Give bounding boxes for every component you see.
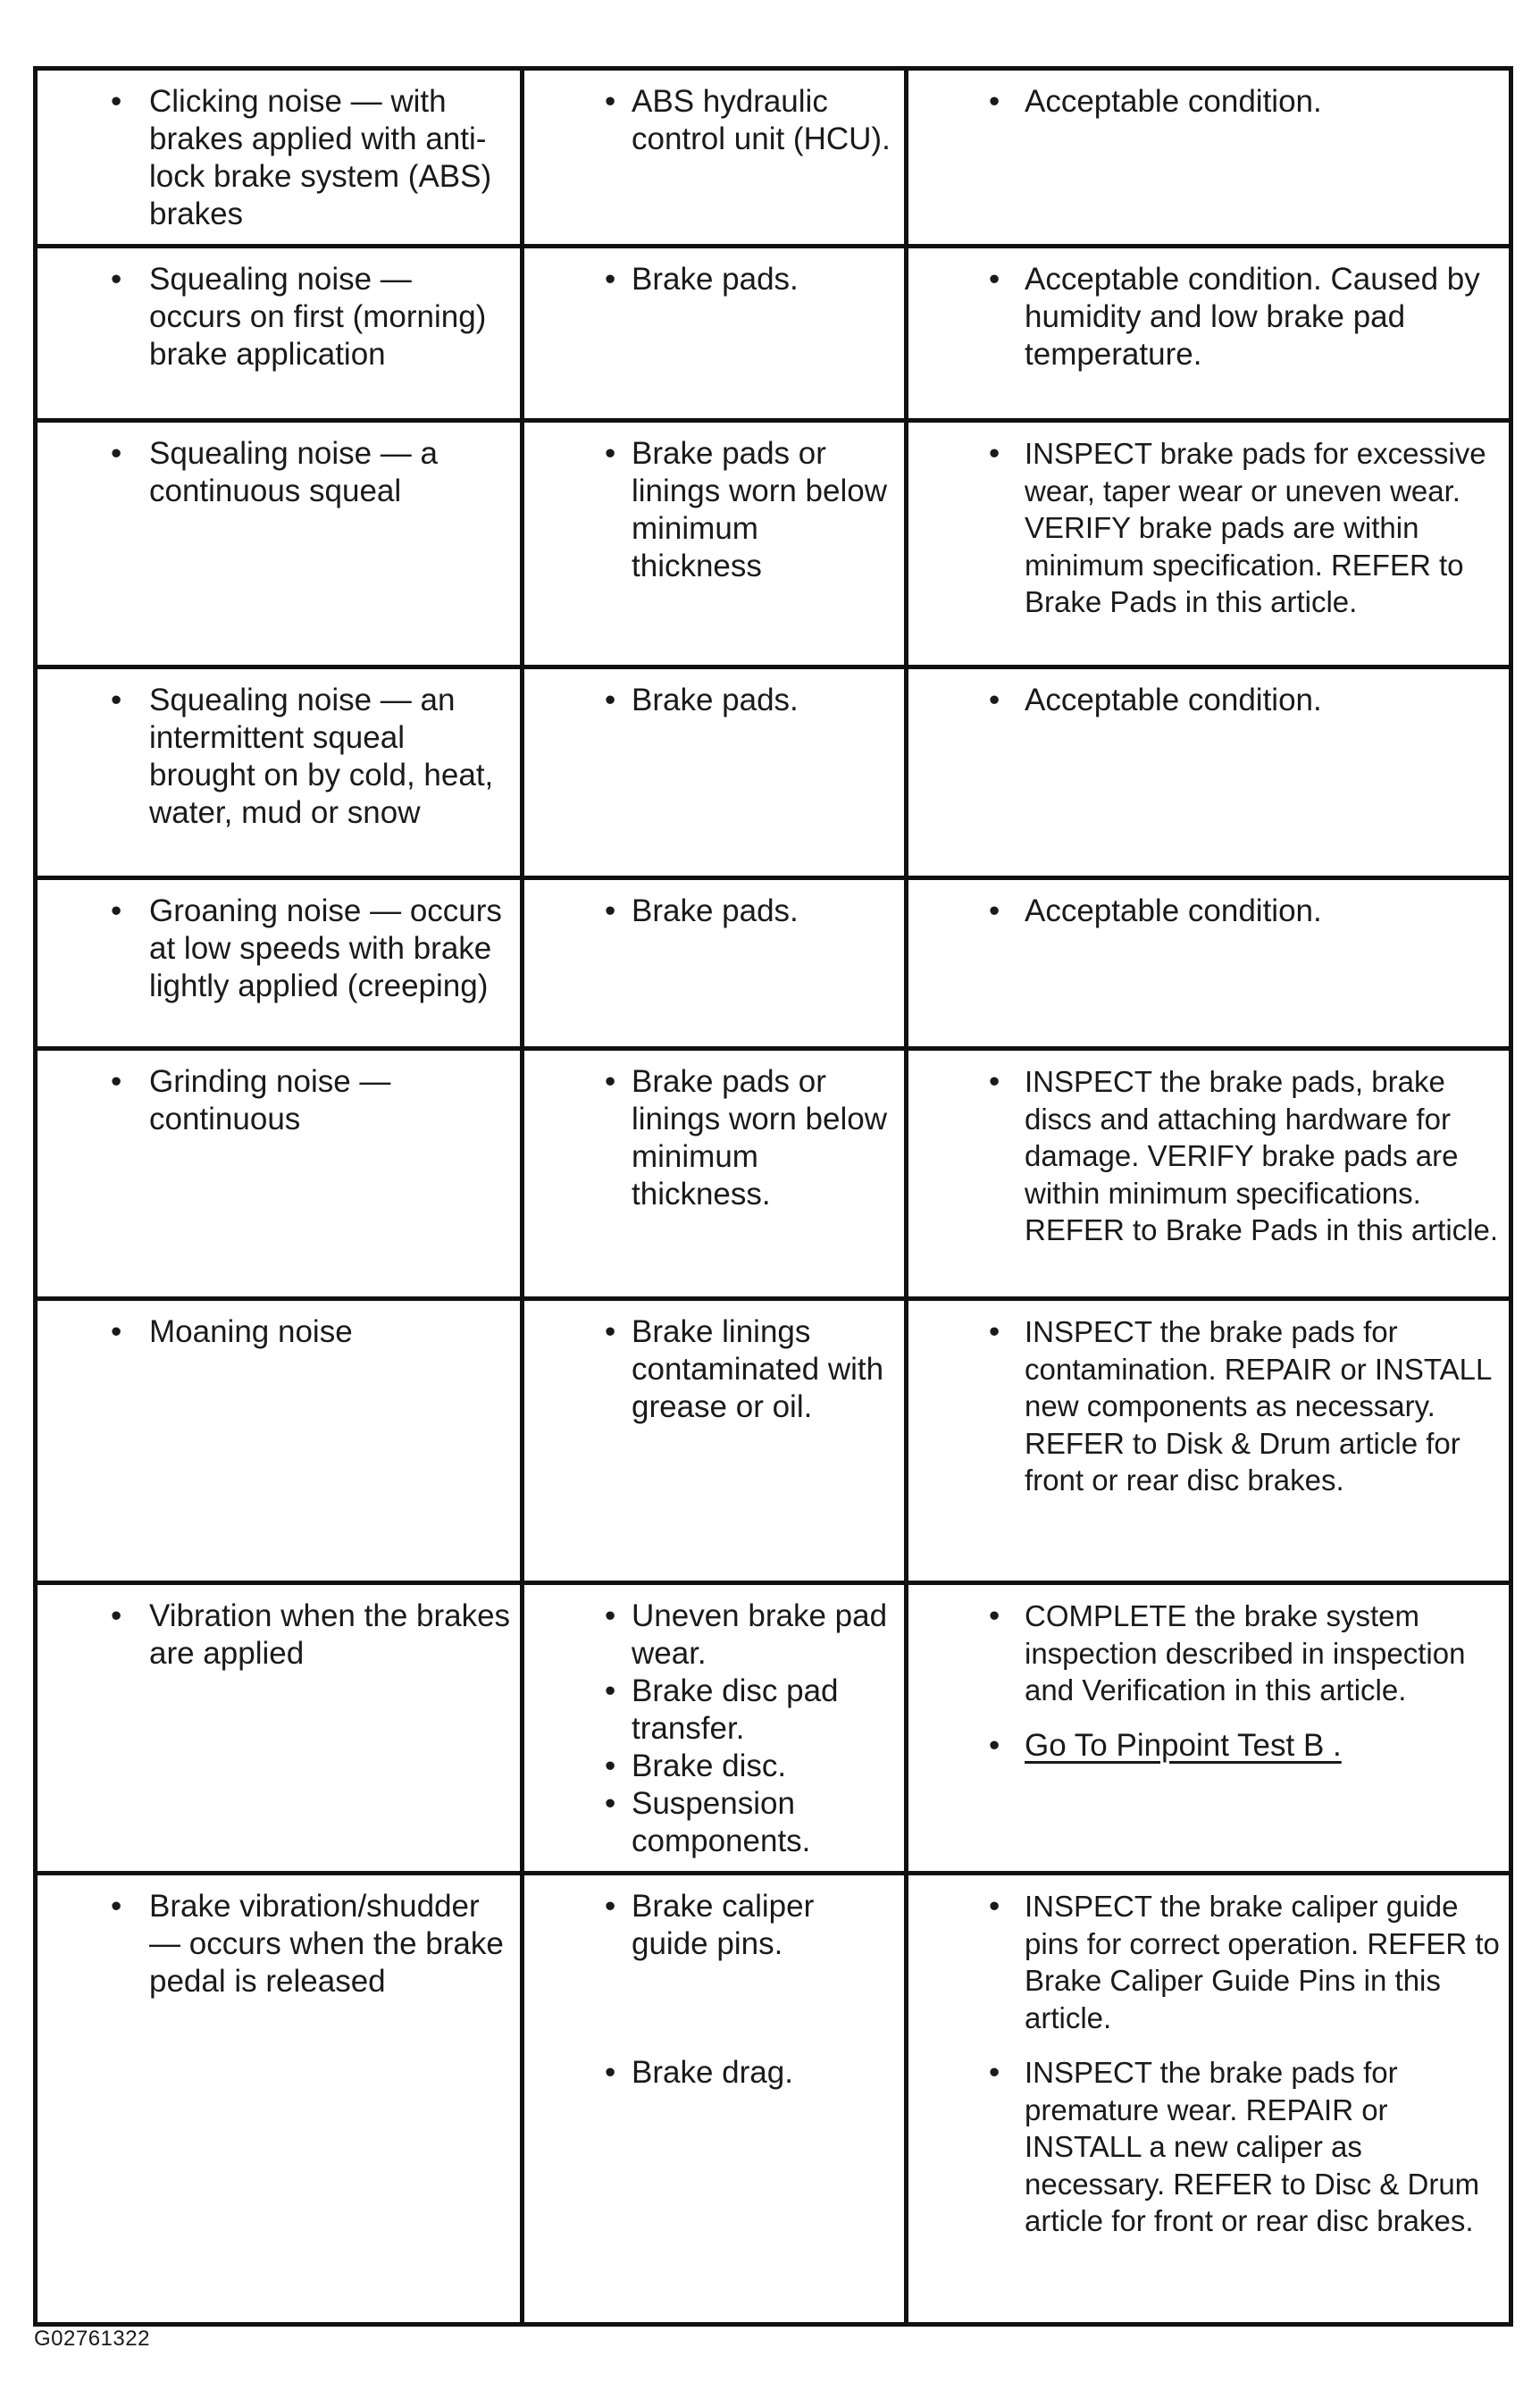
list-item: [533, 261, 895, 298]
cause-text: Brake disc.: [632, 1749, 787, 1783]
list-item: [46, 1063, 511, 1138]
table-row: [36, 1049, 1511, 1299]
condition-cell: [36, 1299, 523, 1583]
bullet: •: [989, 84, 1000, 119]
list-item: [533, 435, 895, 585]
condition-cell: [36, 1874, 523, 2325]
action-text: Acceptable condition.: [1025, 893, 1322, 928]
action-text: Acceptable condition.: [1025, 683, 1322, 717]
action-cell: [907, 1874, 1511, 2325]
bullet: •: [111, 84, 122, 119]
cause-text: Brake pads or linings worn below minimum thickness: [632, 436, 887, 583]
action-cell: [907, 1583, 1511, 1874]
condition-text: Squealing noise — a continuous squeal: [149, 436, 438, 508]
action-text: INSPECT the brake pads, brake discs and attaching hardware for damage. VERIFY brake pads are within minimum specifications. REFER to Brake Pads in this article.: [1025, 1065, 1499, 1246]
bullet: •: [605, 436, 616, 471]
action-text: COMPLETE the brake system inspection described in inspection and Verification in this article.: [1025, 1599, 1466, 1707]
action-cell: [907, 878, 1511, 1049]
condition-cell: [36, 878, 523, 1049]
action-cell: [907, 1049, 1511, 1299]
action-text: INSPECT the brake pads for contamination. REPAIR or INSTALL new components as necessary. REFER to Disk & Drum article for front or rear disc brakes.: [1025, 1315, 1492, 1497]
bullet: •: [989, 2055, 1000, 2090]
list-item: [46, 682, 511, 832]
table-row: [36, 1874, 1511, 2325]
list-item: [917, 893, 1500, 930]
condition-text: Squealing noise — an intermittent squeal brought on by cold, heat, water, mud or snow: [149, 683, 494, 830]
figure-id: G02761322: [34, 2327, 150, 2351]
condition-cell: [36, 1049, 523, 1299]
list-item: [917, 1727, 1500, 1765]
bullet: •: [605, 1064, 616, 1099]
table-row: [36, 878, 1511, 1049]
list-item: [46, 435, 511, 510]
cause-text: Brake pads or linings worn below minimum thickness.: [632, 1064, 887, 1212]
bullet: •: [605, 1889, 616, 1924]
bullet: •: [605, 262, 616, 297]
bullet: •: [989, 893, 1000, 928]
list-item: [533, 83, 895, 158]
bullet: •: [605, 1786, 616, 1821]
bullet: •: [605, 893, 616, 928]
list-item: [533, 1598, 895, 1673]
table-row: [36, 247, 1511, 421]
list-item: [533, 1888, 895, 1963]
bullet: •: [111, 436, 122, 471]
cause-text: Brake drag.: [632, 2055, 793, 2090]
list-item: [46, 261, 511, 373]
list-item: [533, 2054, 895, 2092]
bullet: •: [111, 893, 122, 928]
bullet: •: [111, 1598, 122, 1633]
condition-text: Moaning noise: [149, 1314, 353, 1349]
table-row: [36, 667, 1511, 878]
cause-cell: [523, 1299, 907, 1583]
action-text: INSPECT the brake caliper guide pins for correct operation. REFER to Brake Caliper Guide Pins in this article.: [1025, 1890, 1500, 2034]
list-item: [917, 2054, 1500, 2240]
bullet: •: [111, 1314, 122, 1349]
bullet: •: [605, 2055, 616, 2090]
list-item: [917, 261, 1500, 373]
bullet: •: [605, 683, 616, 717]
condition-text: Squealing noise — occurs on first (morning) brake application: [149, 262, 487, 372]
cause-text: Uneven brake pad wear.: [632, 1598, 888, 1671]
pinpoint-test-b-link[interactable]: Go To Pinpoint Test B .: [1025, 1727, 1342, 1763]
list-item: [917, 1063, 1500, 1249]
condition-text: Vibration when the brakes are applied: [149, 1598, 511, 1671]
table-row: [36, 69, 1511, 247]
bullet: •: [111, 262, 122, 297]
list-item: [917, 682, 1500, 719]
list-item: [917, 83, 1500, 121]
table-row: [36, 421, 1511, 667]
list-item: [917, 1313, 1500, 1499]
cause-text: Brake pads.: [632, 262, 799, 297]
list-item: [917, 1598, 1500, 1709]
condition-cell: [36, 69, 523, 247]
cause-cell: [523, 247, 907, 421]
action-cell: [907, 421, 1511, 667]
bullet: •: [989, 1598, 1000, 1633]
list-item: [533, 682, 895, 719]
bullet: •: [989, 1727, 1000, 1763]
list-item: [46, 1313, 511, 1351]
list-item: [533, 1063, 895, 1213]
cause-text: Suspension components.: [632, 1786, 811, 1858]
bullet: •: [989, 436, 1000, 471]
bullet: •: [605, 84, 616, 119]
cause-text: Brake caliper guide pins.: [632, 1889, 815, 1961]
condition-cell: [36, 421, 523, 667]
action-text: INSPECT brake pads for excessive wear, taper wear or uneven wear. VERIFY brake pads are within minimum specification. REFER to Brake Pads in this article.: [1025, 437, 1486, 618]
action-text: Acceptable condition. Caused by humidity and low brake pad temperature.: [1025, 262, 1480, 372]
list-item: [533, 1785, 895, 1860]
list-item: [46, 1598, 511, 1673]
cause-text: ABS hydraulic control unit (HCU).: [632, 84, 891, 156]
list-item: [917, 435, 1500, 621]
list-item: [533, 1673, 895, 1748]
diagnosis-table: [33, 66, 1513, 2327]
cause-text: Brake linings contaminated with grease or oil.: [632, 1314, 884, 1424]
list-item: [533, 1313, 895, 1426]
condition-cell: [36, 1583, 523, 1874]
bullet: •: [605, 1314, 616, 1349]
list-item: [533, 893, 895, 930]
list-item: [46, 893, 511, 1005]
condition-cell: [36, 247, 523, 421]
bullet: •: [111, 683, 122, 717]
cause-cell: [523, 1049, 907, 1299]
action-cell: [907, 667, 1511, 878]
bullet: •: [605, 1749, 616, 1783]
list-item: [533, 1748, 895, 1785]
cause-cell: [523, 69, 907, 247]
table-row: [36, 1299, 1511, 1583]
cause-text: Brake pads.: [632, 893, 799, 928]
bullet: •: [605, 1673, 616, 1708]
bullet: •: [605, 1598, 616, 1633]
bullet: •: [111, 1889, 122, 1924]
bullet: •: [111, 1064, 122, 1099]
table-row: [36, 1583, 1511, 1874]
cause-cell: [523, 878, 907, 1049]
condition-text: Grinding noise — continuous: [149, 1064, 391, 1136]
cause-cell: [523, 667, 907, 878]
cause-cell: [523, 421, 907, 667]
cause-text: Brake pads.: [632, 683, 799, 717]
list-item: [46, 1888, 511, 2000]
action-cell: [907, 1299, 1511, 1583]
action-text: INSPECT the brake pads for premature wear. REPAIR or INSTALL a new caliper as necessary. REFER to Disc & Drum article for front or rear disc brakes.: [1025, 2056, 1480, 2237]
action-text: Acceptable condition.: [1025, 84, 1322, 119]
list-item: [46, 83, 511, 233]
bullet: •: [989, 262, 1000, 297]
bullet: •: [989, 1314, 1000, 1349]
condition-text: Clicking noise — with brakes applied with anti-lock brake system (ABS) brakes: [149, 84, 492, 231]
cause-cell: [523, 1874, 907, 2325]
action-cell: [907, 247, 1511, 421]
action-cell: [907, 69, 1511, 247]
bullet: •: [989, 1064, 1000, 1099]
cause-cell: [523, 1583, 907, 1874]
condition-text: Brake vibration/shudder — occurs when the brake pedal is released: [149, 1889, 504, 1999]
condition-text: Groaning noise — occurs at low speeds with brake lightly applied (creeping): [149, 893, 502, 1003]
cause-text: Brake disc pad transfer.: [632, 1673, 839, 1746]
bullet: •: [989, 1889, 1000, 1924]
bullet: •: [989, 683, 1000, 717]
condition-cell: [36, 667, 523, 878]
list-item: [917, 1888, 1500, 2036]
